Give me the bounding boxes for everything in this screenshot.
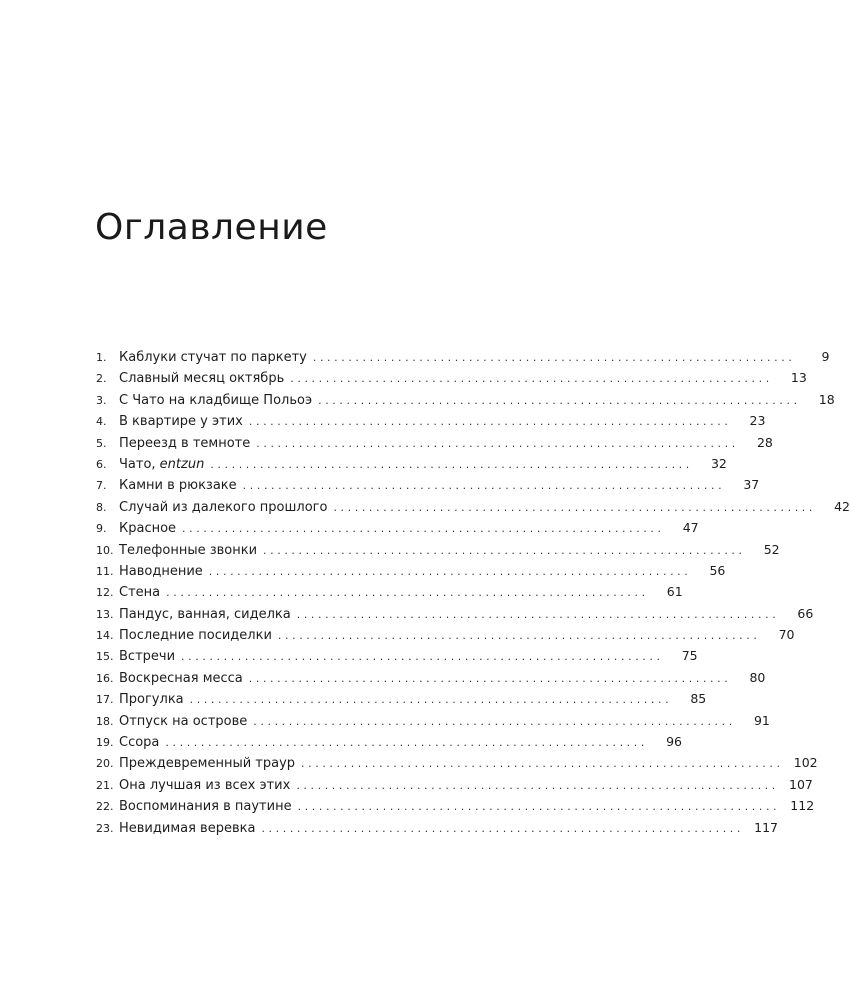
toc-entry[interactable] — [96, 774, 813, 795]
toc-entry-number: 20. — [96, 757, 114, 771]
toc-entry-page-number: 70 — [778, 627, 795, 643]
toc-entry-title-text: Каблуки стучат по паркету — [119, 350, 307, 365]
toc-entry-title-text: С Чато на кладбище Польоэ — [119, 392, 313, 408]
dot-leader: .................................................................... — [290, 372, 773, 386]
toc-entry[interactable] — [96, 752, 818, 773]
toc-entry-page-number: 96 — [666, 734, 682, 750]
toc-entry[interactable] — [96, 539, 780, 560]
toc-entry-title-text: Красное — [119, 521, 177, 537]
toc-entry-number: 7. — [96, 479, 107, 493]
toc-entry-page-number: 37 — [743, 477, 760, 493]
table-of-contents — [96, 346, 850, 838]
dot-leader: .................................................................... — [165, 736, 648, 750]
toc-entry-page-number: 85 — [690, 691, 707, 707]
toc-entry-title[interactable] — [119, 454, 208, 475]
page-title: Оглавление — [95, 207, 328, 248]
toc-entry-number: 10. — [96, 543, 114, 557]
toc-entry-page-number: 13 — [790, 370, 807, 386]
toc-entry-number: 15. — [96, 650, 114, 664]
dot-leader: .................................................................... — [297, 800, 781, 814]
dot-leader: .................................................................... — [242, 479, 726, 493]
dot-leader: .................................................................... — [189, 693, 673, 707]
toc-entry-title-text: Прогулка — [119, 692, 184, 708]
toc-entry-page-number: 32 — [710, 455, 727, 471]
toc-entry-number: 23. — [96, 821, 114, 835]
toc-entry-page-number: 28 — [756, 434, 773, 450]
toc-entry-page-number: 47 — [682, 520, 699, 536]
toc-entry[interactable] — [96, 517, 699, 538]
toc-entry-number: 14. — [96, 629, 114, 643]
toc-entry-title[interactable] — [119, 540, 261, 561]
toc-entry-number: 1. — [96, 351, 107, 364]
toc-entry[interactable] — [96, 474, 760, 495]
toc-entry[interactable] — [96, 581, 683, 602]
dot-leader: .................................................................... — [261, 821, 745, 835]
toc-entry-page-number: 9 — [821, 349, 830, 364]
toc-entry-title-text: Встречи — [119, 649, 176, 665]
toc-entry-title[interactable] — [119, 775, 294, 796]
toc-entry-page-number: 52 — [763, 541, 780, 557]
toc-entry-number: 2. — [96, 372, 107, 386]
toc-entry[interactable] — [96, 603, 814, 624]
toc-entry-number: 3. — [96, 393, 107, 407]
toc-entry-title-text: Чато, — [119, 456, 160, 472]
toc-entry-page-number: 102 — [793, 755, 818, 771]
toc-entry-title[interactable] — [119, 689, 188, 710]
toc-entry[interactable] — [96, 667, 766, 688]
toc-entry-title-text: Отпуск на острове — [119, 713, 248, 729]
toc-entry[interactable] — [96, 389, 835, 410]
toc-entry[interactable] — [96, 710, 770, 731]
toc-entry-title[interactable] — [119, 753, 299, 774]
dot-leader: .................................................................... — [301, 757, 784, 771]
toc-entry-page-number: 107 — [789, 776, 813, 792]
toc-entry[interactable] — [96, 410, 766, 431]
toc-entry-title-text: Камни в рюкзаке — [119, 478, 237, 494]
toc-entry-title[interactable] — [119, 796, 296, 817]
toc-entry-title[interactable] — [119, 475, 241, 496]
toc-entry-page-number: 18 — [818, 391, 835, 407]
dot-leader: .................................................................... — [263, 543, 746, 557]
dot-leader: .................................................................... — [277, 629, 761, 643]
toc-entry-title-text: Пандус, ванная, сиделка — [119, 606, 291, 622]
toc-entry-number: 11. — [96, 564, 114, 578]
toc-entry-page-number: 75 — [681, 648, 698, 664]
toc-entry-number: 9. — [96, 522, 107, 536]
toc-entry-title-text: Наводнение — [119, 563, 203, 579]
toc-entry-title-text: Воскресная месса — [119, 670, 243, 686]
toc-entry-title-text: Переезд в темноте — [119, 435, 251, 451]
toc-entry-title[interactable] — [119, 390, 316, 411]
toc-entry[interactable] — [96, 645, 698, 666]
toc-entry[interactable] — [96, 817, 779, 838]
dot-leader: .................................................................... — [312, 351, 796, 364]
toc-entry-title[interactable] — [119, 646, 179, 667]
toc-entry-page-number: 42 — [834, 498, 850, 514]
dot-leader: .................................................................... — [210, 457, 693, 471]
toc-entry-number: 16. — [96, 671, 114, 685]
toc-entry-title[interactable] — [119, 347, 311, 368]
dot-leader: .................................................................... — [248, 415, 732, 429]
toc-entry[interactable] — [96, 624, 795, 645]
toc-entry-number: 17. — [96, 693, 114, 707]
toc-entry-title[interactable] — [119, 561, 207, 582]
toc-entry[interactable] — [96, 346, 830, 367]
toc-entry-title-text: Стена — [119, 585, 161, 601]
toc-entry-title-italic: entzun — [159, 456, 205, 472]
toc-entry-page-number: 23 — [749, 413, 766, 429]
toc-entry-title[interactable] — [119, 497, 331, 518]
toc-entry[interactable] — [96, 688, 707, 709]
toc-entry-title[interactable] — [119, 604, 295, 625]
toc-entry-number: 12. — [96, 586, 114, 600]
toc-entry-page-number: 91 — [753, 712, 770, 728]
toc-entry-title-text: Ссора — [119, 735, 160, 751]
toc-entry-number: 18. — [96, 714, 114, 728]
toc-entry[interactable] — [96, 432, 773, 453]
toc-entry[interactable] — [96, 367, 807, 388]
toc-entry-title[interactable] — [119, 582, 164, 603]
toc-entry[interactable] — [96, 560, 726, 581]
toc-entry-title-text: Телефонные звонки — [119, 542, 258, 558]
toc-entry-title[interactable] — [119, 818, 259, 839]
toc-entry-title-text: Преждевременный траур — [119, 756, 296, 772]
dot-leader: .................................................................... — [166, 586, 649, 600]
toc-entry-number: 8. — [96, 500, 107, 514]
toc-entry-title-text: Невидимая веревка — [119, 820, 256, 836]
toc-entry[interactable] — [96, 496, 850, 517]
dot-leader: .................................................................... — [181, 650, 664, 664]
toc-entry-title-text: Воспоминания в паутине — [119, 799, 292, 815]
toc-entry-title-text: Случай из далекого прошлого — [119, 499, 328, 515]
toc-entry-title[interactable] — [119, 711, 251, 732]
toc-entry-title[interactable] — [119, 411, 247, 432]
dot-leader: .................................................................... — [318, 393, 801, 407]
toc-entry-title[interactable] — [119, 668, 247, 689]
toc-entry-number: 13. — [96, 607, 114, 621]
toc-entry-title-text: Последние посиделки — [119, 628, 272, 644]
toc-entry-number: 21. — [96, 778, 114, 792]
toc-entry-page-number: 66 — [797, 605, 814, 621]
toc-entry-title[interactable] — [119, 518, 180, 539]
dot-leader: .................................................................... — [208, 564, 692, 578]
toc-entry-number: 6. — [96, 457, 107, 471]
toc-entry-number: 19. — [96, 736, 114, 750]
dot-leader: .................................................................... — [253, 714, 736, 728]
toc-entry[interactable] — [96, 795, 815, 816]
dot-leader: .................................................................... — [296, 607, 780, 621]
toc-entry-title[interactable] — [119, 433, 254, 454]
toc-entry-page-number: 117 — [754, 819, 779, 835]
toc-entry[interactable] — [96, 453, 727, 474]
toc-entry-title[interactable] — [119, 732, 163, 753]
toc-entry[interactable] — [96, 731, 682, 752]
dot-leader: .................................................................... — [182, 522, 665, 536]
toc-entry-number: 4. — [96, 415, 107, 429]
toc-entry-title[interactable] — [119, 625, 276, 646]
toc-entry-page-number: 80 — [749, 669, 766, 685]
toc-entry-title-text: Славный месяц октябрь — [119, 371, 285, 387]
toc-entry-page-number: 61 — [666, 584, 683, 600]
toc-entry-title-text: В квартире у этих — [119, 414, 243, 430]
toc-entry-number: 22. — [96, 800, 114, 814]
toc-entry-number: 5. — [96, 436, 107, 450]
toc-entry-title-text: Она лучшая из всех этих — [119, 777, 291, 793]
dot-leader: .................................................................... — [256, 436, 739, 450]
toc-entry-page-number: 112 — [790, 798, 815, 814]
dot-leader: .................................................................... — [248, 671, 732, 685]
toc-entry-title[interactable] — [119, 368, 288, 389]
dot-leader: .................................................................... — [296, 778, 779, 792]
dot-leader: .................................................................... — [333, 500, 817, 514]
toc-entry-page-number: 56 — [709, 562, 726, 578]
